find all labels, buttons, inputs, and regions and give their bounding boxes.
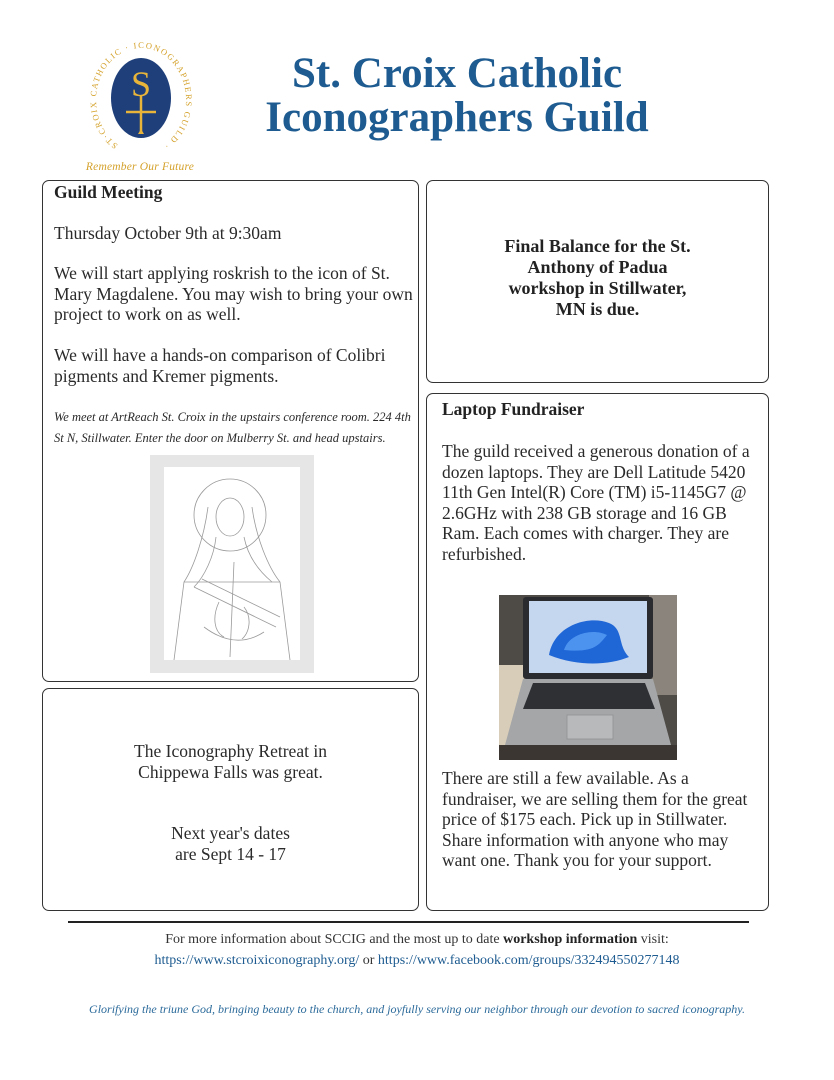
footer-info-prefix: For more information about SCCIG and the most up to date — [165, 932, 504, 947]
footer-divider — [68, 921, 749, 923]
retreat-box — [42, 688, 419, 911]
meeting-paragraph-roskrish: We will start applying roskrish to the icon of St. Mary Magdalene. You may wish to bring your own project to work on as well. — [54, 263, 413, 324]
footer-info-bold: workshop information — [503, 932, 638, 947]
footer-info — [0, 932, 834, 948]
final-balance-notice: Final Balance for the St. Anthony of Padua workshop in Stillwater, MN is due. — [504, 236, 691, 319]
logo-ring-text: ST·CROIX CATHOLIC · ICONOGRAPHERS GUILD · — [87, 40, 195, 153]
logo-letter: S — [130, 64, 152, 104]
laptop-fundraiser-heading: Laptop Fundraiser — [442, 399, 585, 419]
meeting-paragraph-pigments: We will have a hands-on comparison of Colibri pigments and Kremer pigments. — [54, 345, 386, 386]
footer-or: or — [359, 953, 378, 968]
st-mary-magdalene-icon-image — [150, 455, 314, 673]
meeting-location: We meet at ArtReach St. Croix in the upstairs conference room. 224 4th St N, Stillwater. Enter the door on Mulberry St. and head upstairs. — [54, 410, 411, 445]
laptop-description: The guild received a generous donation of a dozen laptops. They are Dell Latitude 5420 11th Gen Intel(R) Core (TM) i5-1145G7 @ 2.6GHz with 238 GB storage and 16 GB Ram. Each comes with charger. They are refurbished. — [442, 441, 750, 564]
final-balance-box — [426, 180, 769, 383]
tagline: Remember Our Future — [85, 161, 195, 173]
guild-meeting-box — [42, 180, 419, 682]
footer-links — [0, 953, 834, 969]
title-line-1: St. Croix Catholic — [291, 50, 623, 97]
page-title — [232, 52, 682, 140]
laptop-fundraiser-box — [426, 393, 769, 911]
facebook-group-link[interactable]: https://www.facebook.com/groups/332494550277148 — [377, 953, 680, 968]
guild-meeting-heading: Guild Meeting — [54, 182, 163, 202]
footer-info-suffix: visit: — [637, 932, 669, 947]
mission-statement: Glorifying the triune God, bringing beauty to the church, and joyfully serving our neighbor through our devotion to sacred iconography. — [89, 1002, 745, 1016]
retreat-summary: The Iconography Retreat in Chippewa Falls was great. — [134, 741, 327, 782]
meeting-date: Thursday October 9th at 9:30am — [54, 223, 282, 243]
laptop-sale-details: There are still a few available. As a fundraiser, we are selling them for the great price of $175 each. Pick up in Stillwater. Share information with anyone who may want one. Thank you for your support. — [442, 768, 748, 870]
laptop-photo — [499, 595, 677, 760]
website-link[interactable]: https://www.stcroixiconography.org/ — [154, 953, 360, 968]
title-line-2: Iconographers Guild — [265, 94, 649, 141]
guild-logo — [76, 40, 206, 180]
retreat-next-dates: Next year's dates are Sept 14 - 17 — [171, 823, 290, 864]
